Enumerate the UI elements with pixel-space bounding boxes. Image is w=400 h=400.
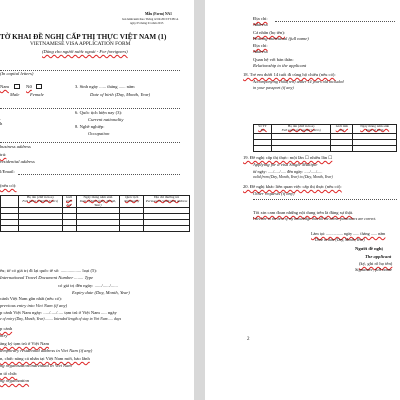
item-19-from-en: valid from (Day, Month, Year) to (Day, Month, Year) — [253, 175, 333, 179]
family-table-header-sex: Giới tính Sex — [62, 196, 76, 208]
signature-note: (ký, ghi rõ họ tên) — [359, 261, 393, 266]
item-6-nationality-en: Current nationality — [88, 117, 124, 122]
signature-note-en: Signature, full name — [355, 267, 393, 272]
family-table-col-0 — [1, 196, 19, 208]
entry-date-en: e of entry (Day, Month, Year) ........ Intended length of stay in Viet Nam ..... days — [0, 317, 122, 321]
child-table-header-name: Họ tên (chữ in hoa) Full name (in capital letters) — [271, 125, 331, 134]
declaration: Tôi xin cam đoan những nội dung trên là đúng sự thật. — [253, 210, 354, 215]
family-table-header-address: Địa chỉ thường trú Permanent residential address — [144, 196, 190, 208]
gender-male-checkbox[interactable] — [14, 84, 20, 89]
done-at: Làm tại: ................ ngày ...... tháng ...... năm — [311, 231, 386, 236]
item-3-dob: 3. Sinh ngày ...... tháng ...... năm — [75, 84, 135, 89]
item-19: 19. Đề nghị cấp thị thực: một lần ☐ nhiều lần ☐ — [243, 155, 333, 160]
item-19-from: từ ngày: ...../...../..... đến ngày: ...../...../..... — [253, 169, 323, 174]
birthplace-line[interactable] — [0, 108, 180, 109]
child-table — [253, 124, 397, 152]
residence-label: trú: — [0, 152, 7, 157]
person-en: Hosting individual (full name) — [253, 36, 309, 41]
item-19-en: Applying for a visa Single Multiple — [253, 162, 318, 167]
relationship-label: Quan hệ với bản thân: — [253, 57, 294, 62]
family-table-header-dob: Ngày tháng năm sinh Date of birth (Day, Month, Year) — [76, 196, 120, 208]
person-address-en: Address — [253, 49, 268, 54]
address-line[interactable] — [275, 21, 395, 22]
relationship-en: Relationship to the applicant — [253, 63, 307, 68]
residence-en: residential address — [0, 159, 35, 164]
child-table-header-no: Số TT No — [254, 125, 272, 134]
item-18-en-1: Accompanying child(ren) under 14 years old included — [253, 79, 344, 84]
item-6-nationality: 6. Quốc tịch hiện nay (3): — [75, 110, 123, 115]
temp-address-en: temporary residential address in Viet Nam (if any) — [0, 348, 93, 353]
item-20-en: Other requests (if any) — [253, 191, 295, 196]
item-18: 18. Trẻ em dưới 14 tuổi đi cùng hộ chiếu (nếu có): — [243, 72, 336, 77]
table-row[interactable] — [1, 226, 190, 232]
business-address: business address — [0, 144, 31, 149]
item-20: 20. Đề nghị khác liên quan việc cấp thị thực (nếu có): — [243, 184, 342, 189]
male-label: Male — [10, 92, 20, 97]
person-address: Địa chỉ: — [253, 43, 268, 48]
page-number: 2 — [247, 337, 250, 342]
family-table-header-nationality: Quốc tịch Nationality — [120, 196, 144, 208]
email-label: l/Email: — [0, 169, 15, 174]
header-note-1: ban hành kèm theo Thông tư 04/2015/TT-BCA — [122, 17, 179, 21]
done-at-en: Done at date (Day, Month, Year) — [315, 238, 365, 242]
entry-purpose: p cảnh — [0, 326, 13, 331]
address-en: Address — [253, 22, 268, 27]
host-org-en: ng organisation/individual in Viet Nam — [0, 363, 72, 368]
form-subtitle-2: (Dùng cho người nước ngoài - For foreigners) — [42, 49, 128, 54]
email-line[interactable] — [18, 174, 180, 175]
previous-entry: cảnh Việt Nam gần nhất (nếu có): — [0, 296, 62, 301]
signature-title: Người đề nghị — [355, 246, 383, 251]
person-label: Cá nhân (họ tên): — [253, 30, 286, 35]
form-code: Mẫu (Form) NA1 — [145, 12, 172, 16]
item-18-en-2: in your passport (if any) — [253, 85, 294, 90]
child-table-header-sex: Giới tính Sex — [331, 125, 353, 134]
item-20-line[interactable] — [253, 199, 397, 200]
gender-nam: Nam — [0, 84, 9, 89]
address-label: Địa chỉ: — [253, 16, 268, 21]
children-note: (nếu có): — [0, 183, 17, 188]
right-page — [205, 0, 400, 400]
gender-nu: Nữ — [26, 84, 32, 89]
business-line[interactable] — [0, 142, 180, 143]
form-subtitle: VIETNAMESE VISA APPLICATION FORM — [30, 41, 131, 47]
item-8-occupation-en: Occupation — [88, 131, 110, 136]
host-org-name-en: ng organization — [0, 378, 30, 383]
family-table — [0, 195, 190, 232]
passport-validity: có giá trị đến ngày: ....../....../...... — [58, 283, 118, 288]
capital-letters-note: (In capital letters) — [0, 71, 34, 76]
female-label: Female — [30, 92, 44, 97]
entry-date: p cảnh Việt Nam ngày: ...../...../..... tạm trú ở Việt Nam ..... ngày — [0, 310, 117, 315]
item-5-fragment: . — [0, 116, 2, 121]
passport-number-en: International Travel Document Number ........ Type — [0, 275, 94, 280]
host-org: n, chức năng cá nhân tại Việt Nam mời, bảo lãnh — [0, 356, 90, 361]
declaration-en: I declare to the best of my knowledge that all the above particulars are correct. — [253, 217, 377, 221]
form-title: TỜ KHAI ĐỀ NGHỊ CẤP THỊ THỰC VIỆT NAM (1) — [0, 33, 167, 41]
temp-address: ăng ký tạm trú ở Việt Nam — [0, 341, 50, 346]
item-7-fragment: h — [0, 121, 3, 126]
host-org-name: n tổ chức — [0, 371, 18, 376]
child-table-header-dob: Ngày tháng năm sinh Date of birth — [353, 125, 397, 134]
entry-purpose-en: ntry — [0, 333, 8, 338]
header-note-2: ngày 05 tháng 01 năm 2015 — [130, 21, 164, 25]
passport-validity-en: Expiry date (Day, Month, Year) — [72, 290, 130, 295]
signature-title-en: The applicant — [365, 254, 392, 259]
left-page — [0, 0, 194, 400]
previous-entry-en: previous entry into Viet Nam (if any) — [0, 303, 68, 308]
family-table-header-name: Họ tên (chữ in hoa) Full name (capital letters) — [18, 196, 62, 208]
passport-number: ếu; tờ có giá trị đi lại quốc tế số: .................. loại (5): — [0, 268, 98, 273]
item-8-occupation: 8. Nghề nghiệp: — [75, 124, 105, 129]
item-3-dob-en: Date of birth (Day, Month, Year) — [90, 92, 151, 97]
gender-female-checkbox[interactable] — [36, 84, 42, 89]
table-row[interactable] — [254, 145, 397, 151]
